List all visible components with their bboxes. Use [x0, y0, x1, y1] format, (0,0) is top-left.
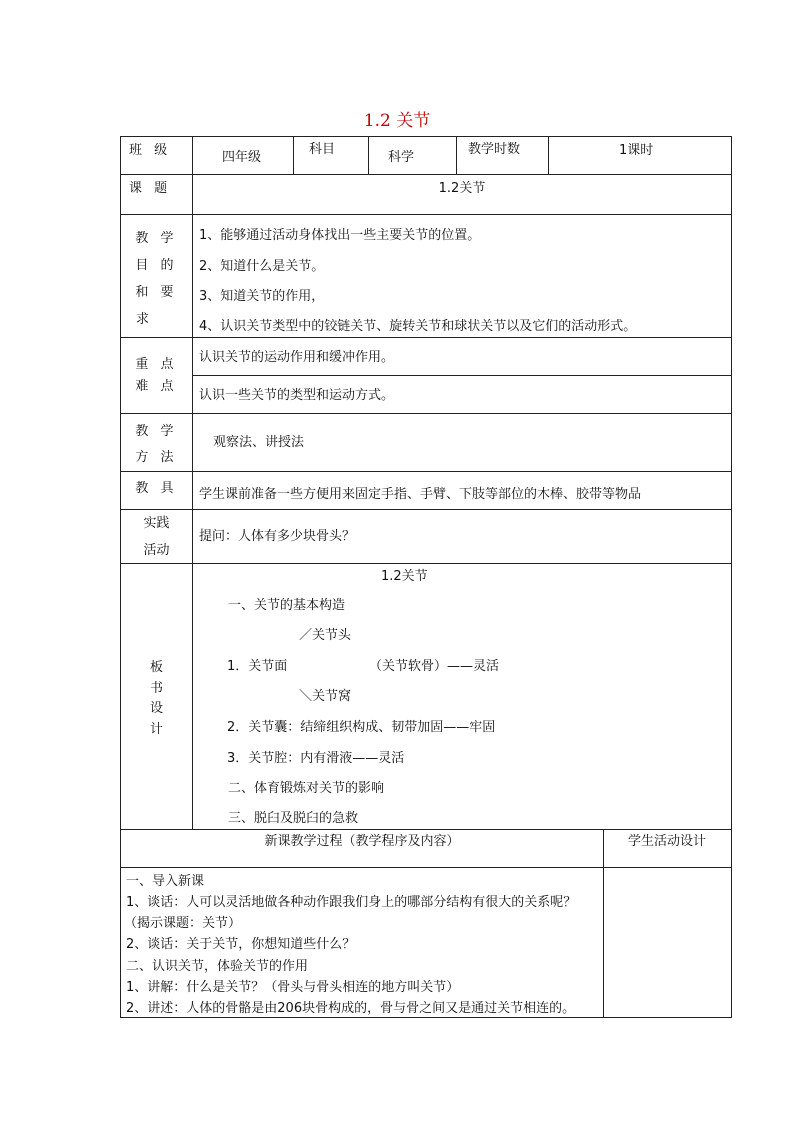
- methods-label: 教 学: [135, 424, 178, 439]
- row-divider: [121, 563, 731, 564]
- board-item: （关节软骨）——灵活: [369, 659, 500, 674]
- practice-value: 提问：人体有多少块骨头？: [199, 529, 356, 544]
- board-line: 二、体育锻炼对关节的影响: [228, 781, 385, 796]
- col-divider: [368, 137, 369, 174]
- page-title: 1.2 关节: [363, 111, 431, 131]
- objectives-label: 教 学: [135, 231, 178, 246]
- col-divider: [548, 137, 549, 174]
- key-point: 认识关节的运动作用和缓冲作用。: [199, 350, 395, 365]
- difficult-point: 认识一些关节的类型和运动方式。: [199, 388, 395, 403]
- board-label: 计: [149, 722, 163, 737]
- row-divider: [121, 413, 731, 414]
- col-divider: [293, 137, 294, 174]
- objectives-label: 和 要: [135, 285, 178, 300]
- row-divider: [121, 509, 731, 510]
- subject-label: 科目: [309, 142, 336, 157]
- row-divider: [192, 375, 731, 376]
- process-line: 2、谈话：关于关节，你想知道些什么？: [126, 937, 356, 952]
- key-points-label: 难 点: [135, 379, 178, 394]
- topic-label: 课 题: [129, 181, 172, 196]
- row-divider: [121, 829, 731, 830]
- row-divider: [121, 174, 731, 175]
- board-line: 一、关节的基本构造: [228, 598, 346, 613]
- subject-value: 科学: [388, 150, 415, 165]
- class-value: 四年级: [222, 150, 262, 165]
- col-divider: [603, 829, 604, 1017]
- col-divider: [192, 174, 193, 829]
- hours-label: 教学时数: [468, 142, 521, 157]
- activity-header: 学生活动设计: [627, 834, 706, 849]
- board-branch: ／关节头: [299, 628, 352, 643]
- row-divider: [121, 337, 731, 338]
- process-header: 新课教学过程（教学程序及内容）: [264, 834, 460, 849]
- tools-label: 教 具: [135, 481, 178, 496]
- process-line: （揭示课题：关节）: [124, 916, 242, 931]
- col-divider: [192, 137, 193, 174]
- process-line: 2、讲述：人体的骨骼是由206块骨构成的，骨与骨之间又是通过关节相连的。: [126, 1001, 576, 1016]
- row-divider: [121, 471, 731, 472]
- practice-label: 实践: [143, 516, 170, 531]
- row-divider: [121, 214, 731, 215]
- objectives-label: 求: [136, 312, 150, 327]
- board-label: 板: [149, 660, 163, 675]
- board-line: 三、脱臼及脱臼的急救: [228, 811, 359, 826]
- objective-item: 4、认识关节类型中的铰链关节、旋转关节和球状关节以及它们的活动形式。: [199, 319, 637, 334]
- objective-item: 1、能够通过活动身体找出一些主要关节的位置。: [199, 228, 481, 243]
- process-line: 二、认识关节，体验关节的作用: [126, 959, 309, 974]
- key-points-label: 重 点: [135, 357, 178, 372]
- objective-item: 2、知道什么是关节。: [199, 259, 325, 274]
- board-heading: 1.2关节: [381, 569, 428, 584]
- objective-item: 3、知道关节的作用，: [199, 289, 325, 304]
- board-label: 书: [149, 681, 163, 696]
- class-label: 班 级: [129, 143, 172, 158]
- methods-label: 方 法: [135, 450, 178, 465]
- hours-value: 1课时: [619, 143, 654, 158]
- board-item: 1．关节面: [227, 659, 288, 674]
- row-divider: [121, 867, 731, 868]
- process-line: 1、谈话：人可以灵活地做各种动作跟我们身上的哪部分结构有很大的关系呢？: [126, 895, 577, 910]
- board-branch: ＼关节窝: [299, 689, 352, 704]
- topic-value: 1.2关节: [438, 181, 486, 196]
- board-label: 设: [149, 701, 163, 716]
- tools-value: 学生课前准备一些方便用来固定手指、手臂、下肢等部位的木棒、胶带等物品: [199, 487, 642, 502]
- process-line: 1、讲解：什么是关节？（骨头与骨头相连的地方叫关节）: [126, 980, 460, 995]
- methods-value: 观察法、讲授法: [213, 435, 305, 450]
- board-item: 2．关节囊：结缔组织构成、韧带加固——牢固: [227, 720, 496, 735]
- objectives-label: 目 的: [135, 258, 178, 273]
- lesson-plan-table: [120, 136, 732, 1018]
- col-divider: [456, 137, 457, 174]
- practice-label: 活动: [143, 543, 170, 558]
- board-item: 3．关节腔：内有滑液——灵活: [227, 751, 405, 766]
- process-line: 一、导入新课: [126, 874, 205, 889]
